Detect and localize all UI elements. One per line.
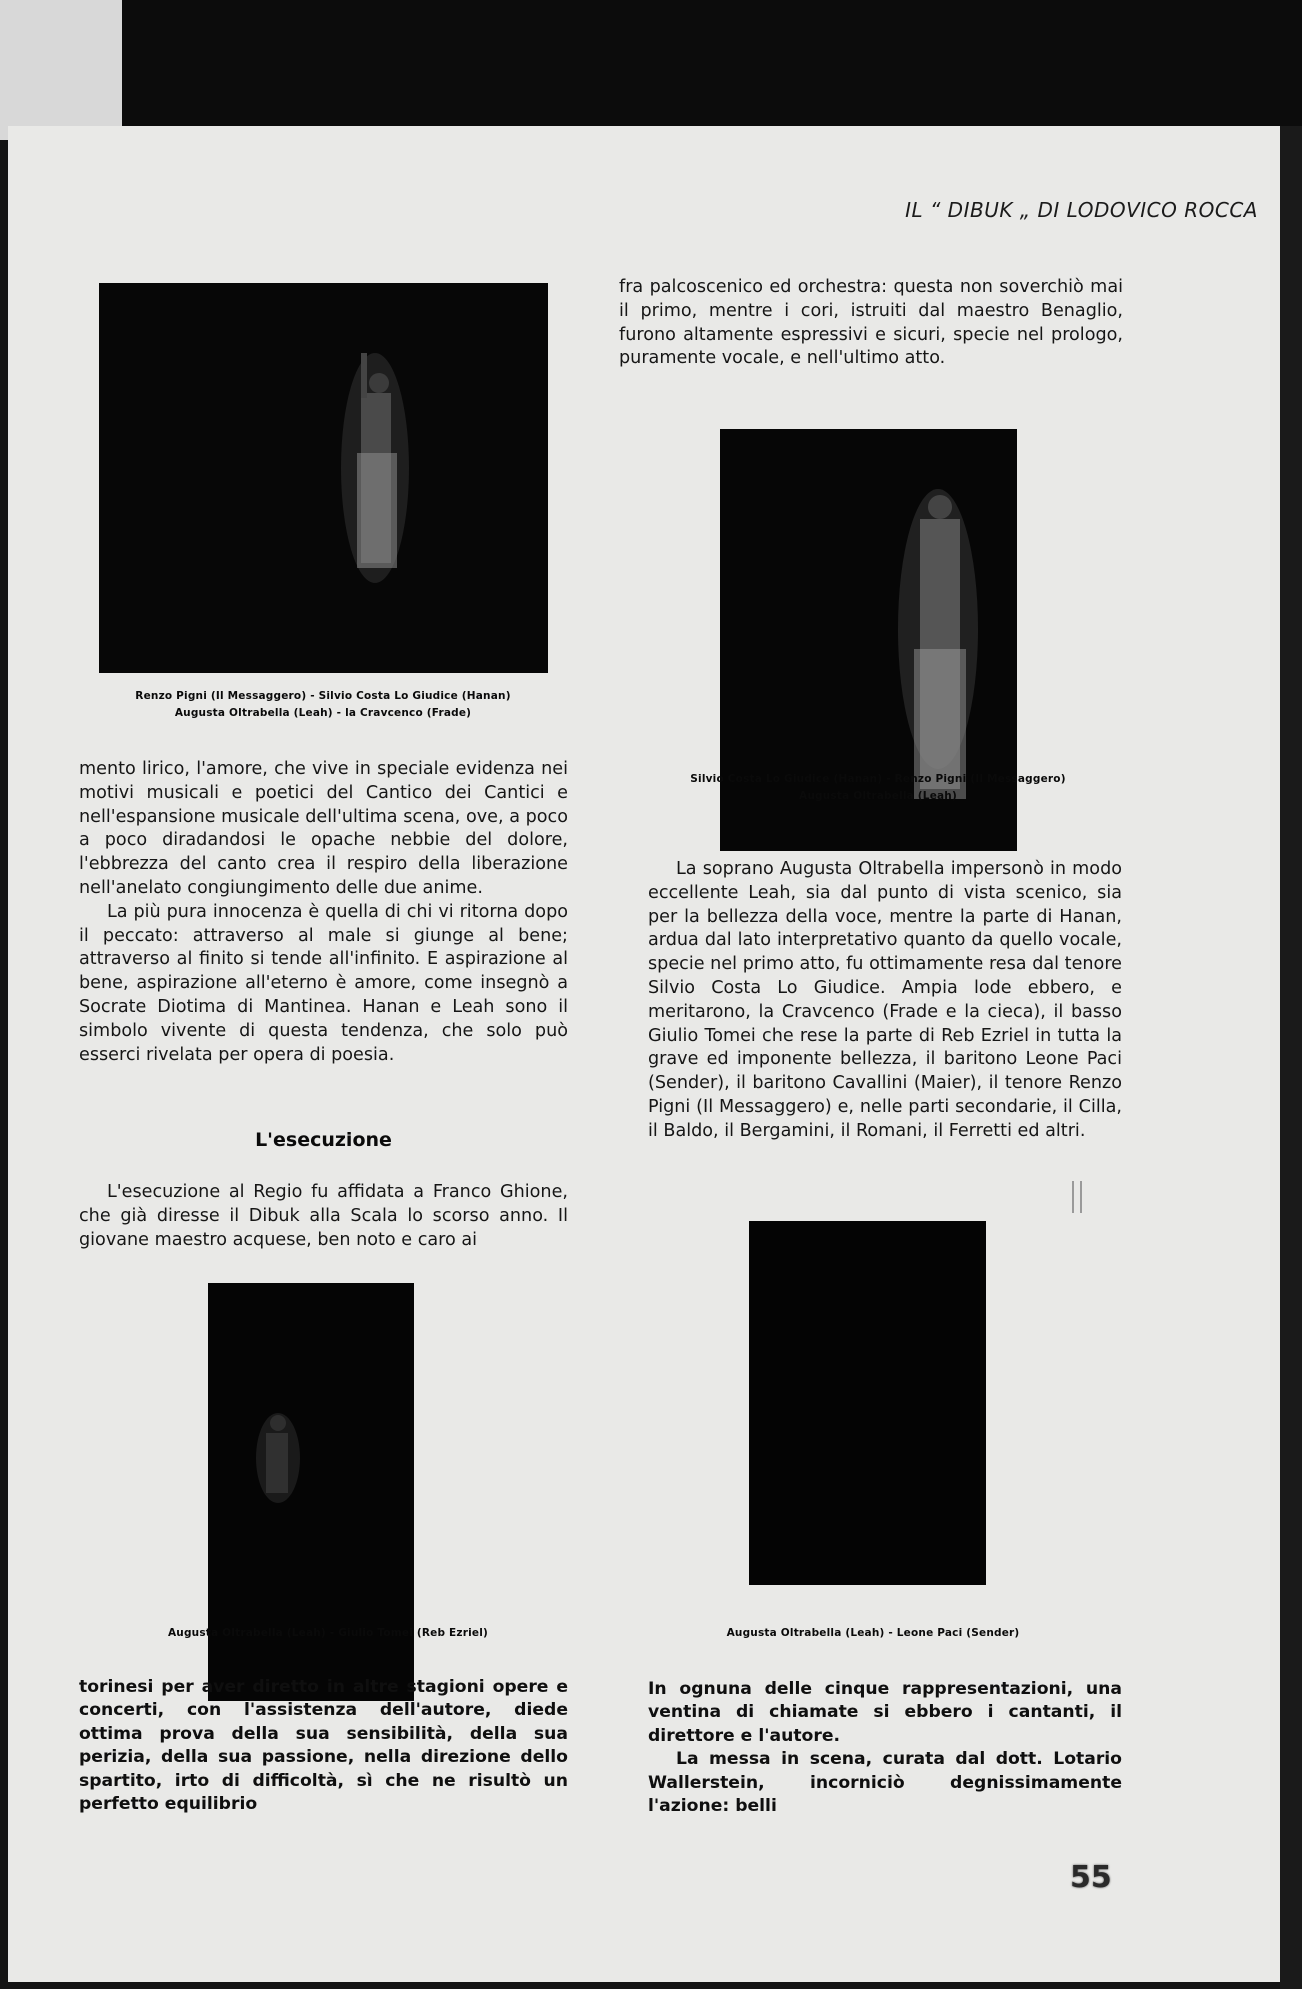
scan-mark (1080, 1181, 1082, 1213)
paragraph: L'esecuzione al Regio fu affidata a Franco Ghione, che già diresse il Dibuk alla Scala lo scorso anno. Il giovane maestro acquese, ben noto e caro ai (79, 1182, 568, 1250)
paragraph: In ognuna delle cinque rappresentazioni, una ventina di chiamate si ebbero i cantanti, il direttore e l'autore. (648, 1679, 1122, 1746)
right-column-middle (648, 858, 1122, 1144)
paragraph: mento lirico, l'amore, che vive in speciale evidenza nei motivi musicali e poetici del Cantico dei Cantici e nell'espansione musicale dell'ultima scena, ove, a poco a poco diradandosi le opache nebbie del dolore, l'ebbrezza del canto crea il respiro della liberazione nell'anelato congiungimento delle due anime. (79, 759, 568, 898)
left-column-middle (79, 758, 568, 1067)
right-column-bottom (648, 1678, 1122, 1818)
paragraph: La più pura innocenza è quella di chi vi ritorna dopo il peccato: attraverso al male si giunge al bene; attraverso al finito si tende all'infinito. E aspirazione al bene, aspirazione all'eterno è amore, come insegnò a Socrate Diotima di Mantinea. Hanan e Leah sono il simbolo vivente di questa tendenza, che solo può esserci rivelata per opera di poesia. (79, 901, 568, 1065)
caption-line: Augusta Oltrabella (Leah) - Giulio Tomei (Reb Ezriel) (167, 1627, 489, 1639)
paragraph: torinesi per aver diretto in altre stagioni opere e concerti, con l'assistenza dell'autore, diede ottima prova della sua sensibilità, della sua perizia, della sua passione, nella direzione dello spartito, irto di difficoltà, sì che ne risultò un perfetto equilibrio (79, 1677, 568, 1815)
stage-photo-4 (749, 1221, 986, 1585)
paragraph: fra palcoscenico ed orchestra: questa non soverchiò mai il primo, mentre i cori, istruiti dal maestro Benaglio, furono altamente espressivi e sicuri, specie nel prologo, puramente vocale, e nell'ultimo atto. (619, 277, 1123, 369)
section-heading: L'esecuzione (255, 1129, 392, 1151)
paragraph: La messa in scena, curata dal dott. Lotario Wallerstein, incorniciò degnissimamente l'azione: belli (648, 1749, 1122, 1817)
running-title: IL “ DIBUK „ DI LODOVICO ROCCA (905, 198, 1258, 222)
scan-right-border (1280, 126, 1302, 1989)
magazine-page (8, 126, 1280, 1982)
caption-photo-4 (683, 1625, 1063, 1642)
caption-line: Augusta Oltrabella (Leah) - Leone Paci (Sender) (726, 1627, 1020, 1639)
stage-photo-4-image (749, 1221, 986, 1585)
right-column-top (619, 276, 1123, 371)
stage-photo-1-image (99, 283, 548, 673)
stage-photo-1 (99, 283, 548, 673)
caption-line: Augusta Oltrabella (Leah) (799, 790, 957, 802)
left-column-section (79, 1181, 568, 1252)
page-number: 55 (1070, 1860, 1112, 1895)
scan-top-border (0, 0, 1302, 140)
caption-photo-1 (78, 688, 568, 722)
left-column-bottom (79, 1676, 568, 1816)
caption-photo-3 (128, 1625, 528, 1642)
scan-corner (0, 0, 122, 140)
caption-line: Renzo Pigni (Il Messaggero) - Silvio Costa Lo Giudice (Hanan) (135, 690, 511, 702)
paragraph: La soprano Augusta Oltrabella impersonò in modo eccellente Leah, sia dal punto di vista scenico, sia per la bellezza della voce, mentre la parte di Hanan, ardua dal lato interpretativo quanto da quello vocale, specie nel primo atto, fu ottimamente resa dal tenore Silvio Costa Lo Giudice. Ampia lode ebbero, e meritarono, la Cravcenco (Frade e la cieca), il basso Giulio Tomei che rese la parte di Reb Ezriel in tutta la grave ed imponente bellezza, il baritono Leone Paci (Sender), il baritono Cavallini (Maier), il tenore Renzo Pigni (Il Messaggero) e, nelle parti secondarie, il Cilla, il Baldo, il Bergamini, il Romani, il Ferretti ed altri. (648, 859, 1122, 1141)
caption-photo-2 (638, 771, 1118, 805)
caption-line: Silvio Costa Lo Giudice (Hanan) - Renzo Pigni (Il Messaggero) (690, 773, 1066, 785)
caption-line: Augusta Oltrabella (Leah) - la Cravcenco (Frade) (174, 707, 472, 719)
scan-mark (1072, 1181, 1074, 1213)
